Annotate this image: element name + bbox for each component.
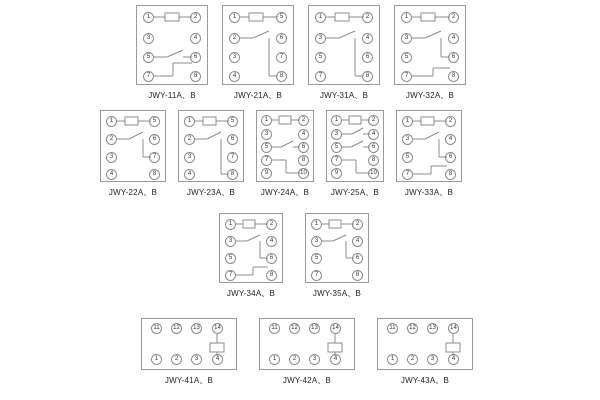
unit-caption: JWY-22A、B bbox=[108, 188, 158, 197]
wiring-lines bbox=[223, 6, 295, 86]
pin-2[interactable]: 2 bbox=[289, 354, 300, 365]
pin-3[interactable]: 3 bbox=[309, 354, 320, 365]
unit-caption: JWY-25A、B bbox=[330, 188, 380, 197]
relay-outline bbox=[394, 5, 466, 85]
pin-14[interactable]: 14 bbox=[330, 323, 341, 334]
pin-3[interactable]: 3 bbox=[402, 134, 413, 145]
pin-1[interactable]: 1 bbox=[106, 116, 117, 127]
pin-7[interactable]: 7 bbox=[401, 71, 412, 82]
pin-2[interactable]: 2 bbox=[266, 219, 277, 230]
wiring-lines bbox=[179, 111, 245, 183]
pin-8[interactable]: 8 bbox=[448, 71, 459, 82]
pin-8[interactable]: 8 bbox=[227, 169, 238, 180]
unit-caption: JWY-43A、B bbox=[400, 376, 450, 385]
diagram-unit-jwy-22 bbox=[100, 110, 166, 198]
unit-caption: JWY-21A、B bbox=[233, 91, 283, 100]
pin-1[interactable]: 1 bbox=[143, 12, 154, 23]
pin-7[interactable]: 7 bbox=[143, 71, 154, 82]
pin-8[interactable]: 8 bbox=[445, 169, 456, 180]
pin-3[interactable]: 3 bbox=[427, 354, 438, 365]
pin-2[interactable]: 2 bbox=[362, 12, 373, 23]
relay-outline bbox=[100, 110, 166, 182]
relay-outline bbox=[222, 5, 294, 85]
diagram-unit-jwy-41 bbox=[141, 318, 237, 386]
pin-9[interactable]: 9 bbox=[331, 168, 342, 179]
pin-2[interactable]: 2 bbox=[106, 134, 117, 145]
pin-1[interactable]: 1 bbox=[269, 354, 280, 365]
diagram-unit-jwy-21 bbox=[222, 5, 294, 101]
pin-2[interactable]: 2 bbox=[184, 134, 195, 145]
diagram-unit-jwy-42 bbox=[259, 318, 355, 386]
unit-caption: JWY-34A、B bbox=[226, 289, 276, 298]
pin-1[interactable]: 1 bbox=[401, 12, 412, 23]
unit-caption: JWY-42A、B bbox=[282, 376, 332, 385]
relay-outline bbox=[305, 213, 369, 283]
pin-7[interactable]: 7 bbox=[227, 152, 238, 163]
unit-caption: JWY-35A、B bbox=[312, 289, 362, 298]
pin-4[interactable]: 4 bbox=[184, 169, 195, 180]
pin-2[interactable]: 2 bbox=[171, 354, 182, 365]
pin-4[interactable]: 4 bbox=[106, 169, 117, 180]
pin-5[interactable]: 5 bbox=[227, 116, 238, 127]
wiring-lines bbox=[101, 111, 167, 183]
pin-11[interactable]: 11 bbox=[151, 323, 162, 334]
pin-12[interactable]: 12 bbox=[289, 323, 300, 334]
wiring-lines bbox=[395, 6, 467, 86]
pin-4[interactable]: 4 bbox=[330, 354, 341, 365]
pin-11[interactable]: 11 bbox=[269, 323, 280, 334]
unit-caption: JWY-32A、B bbox=[405, 91, 455, 100]
pin-2[interactable]: 2 bbox=[445, 116, 456, 127]
pin-2[interactable]: 2 bbox=[298, 115, 309, 126]
pin-3[interactable]: 3 bbox=[311, 236, 322, 247]
pin-9[interactable]: 9 bbox=[261, 168, 272, 179]
pin-4[interactable]: 4 bbox=[190, 33, 201, 44]
pin-3[interactable]: 3 bbox=[184, 152, 195, 163]
pin-4[interactable]: 4 bbox=[266, 236, 277, 247]
pin-6[interactable]: 6 bbox=[227, 134, 238, 145]
pin-13[interactable]: 13 bbox=[191, 323, 202, 334]
pin-3[interactable]: 3 bbox=[261, 129, 272, 140]
pin-2[interactable]: 2 bbox=[352, 219, 363, 230]
diagram-unit-jwy-32 bbox=[394, 5, 466, 101]
pin-6[interactable]: 6 bbox=[149, 134, 160, 145]
pin-1[interactable]: 1 bbox=[225, 219, 236, 230]
pin-3[interactable]: 3 bbox=[401, 33, 412, 44]
pin-14[interactable]: 14 bbox=[212, 323, 223, 334]
wiring-lines bbox=[260, 319, 356, 371]
unit-caption: JWY-24A、B bbox=[260, 188, 310, 197]
diagram-unit-jwy-43 bbox=[377, 318, 473, 386]
pin-5[interactable]: 5 bbox=[402, 152, 413, 163]
diagram-unit-jwy-24 bbox=[256, 110, 314, 198]
pin-1[interactable]: 1 bbox=[229, 12, 240, 23]
pin-1[interactable]: 1 bbox=[261, 115, 272, 126]
relay-outline bbox=[259, 318, 355, 370]
pin-5[interactable]: 5 bbox=[261, 142, 272, 153]
relay-outline bbox=[377, 318, 473, 370]
pin-7[interactable]: 7 bbox=[311, 270, 322, 281]
pin-4[interactable]: 4 bbox=[448, 33, 459, 44]
pin-13[interactable]: 13 bbox=[427, 323, 438, 334]
relay-outline bbox=[136, 5, 208, 85]
diagram-row-4 bbox=[141, 318, 473, 386]
pin-2[interactable]: 2 bbox=[407, 354, 418, 365]
pin-12[interactable]: 12 bbox=[407, 323, 418, 334]
wiring-lines bbox=[306, 214, 370, 284]
pin-5[interactable]: 5 bbox=[311, 253, 322, 264]
wiring-lines bbox=[142, 319, 238, 371]
pin-1[interactable]: 1 bbox=[402, 116, 413, 127]
wiring-lines bbox=[257, 111, 315, 183]
pin-4[interactable]: 4 bbox=[229, 71, 240, 82]
pin-8[interactable]: 8 bbox=[298, 155, 309, 166]
wiring-lines bbox=[137, 6, 209, 86]
pin-3[interactable]: 3 bbox=[331, 129, 342, 140]
unit-caption: JWY-31A、B bbox=[319, 91, 369, 100]
wiring-lines bbox=[309, 6, 381, 86]
pin-8[interactable]: 8 bbox=[190, 71, 201, 82]
wiring-lines bbox=[220, 214, 284, 284]
pin-8[interactable]: 8 bbox=[276, 71, 287, 82]
pin-8[interactable]: 8 bbox=[352, 270, 363, 281]
wiring-lines bbox=[397, 111, 463, 183]
pin-6[interactable]: 6 bbox=[190, 52, 201, 63]
pin-4[interactable]: 4 bbox=[352, 236, 363, 247]
unit-caption: JWY-23A、B bbox=[186, 188, 236, 197]
pin-2[interactable]: 2 bbox=[229, 33, 240, 44]
pin-1[interactable]: 1 bbox=[311, 219, 322, 230]
pin-10[interactable]: 10 bbox=[298, 168, 309, 179]
pin-6[interactable]: 6 bbox=[266, 253, 277, 264]
pin-3[interactable]: 3 bbox=[143, 33, 154, 44]
pin-3[interactable]: 3 bbox=[315, 33, 326, 44]
pin-4[interactable]: 4 bbox=[212, 354, 223, 365]
unit-caption: JWY-41A、B bbox=[164, 376, 214, 385]
pin-14[interactable]: 14 bbox=[448, 323, 459, 334]
relay-outline bbox=[308, 5, 380, 85]
pin-1[interactable]: 1 bbox=[151, 354, 162, 365]
pin-8[interactable]: 8 bbox=[362, 71, 373, 82]
pin-7[interactable]: 7 bbox=[149, 152, 160, 163]
relay-outline bbox=[178, 110, 244, 182]
pin-2[interactable]: 2 bbox=[448, 12, 459, 23]
pin-5[interactable]: 5 bbox=[331, 142, 342, 153]
relay-outline bbox=[326, 110, 384, 182]
diagram-unit-jwy-35 bbox=[305, 213, 369, 299]
pin-6[interactable]: 6 bbox=[448, 52, 459, 63]
pin-5[interactable]: 5 bbox=[401, 52, 412, 63]
pin-5[interactable]: 5 bbox=[143, 52, 154, 63]
pin-4[interactable]: 4 bbox=[362, 33, 373, 44]
wiring-lines bbox=[327, 111, 385, 183]
pin-5[interactable]: 5 bbox=[149, 116, 160, 127]
relay-outline bbox=[256, 110, 314, 182]
pin-3[interactable]: 3 bbox=[191, 354, 202, 365]
pin-5[interactable]: 5 bbox=[315, 52, 326, 63]
pin-5[interactable]: 5 bbox=[225, 253, 236, 264]
diagram-unit-jwy-34 bbox=[219, 213, 283, 299]
pin-7[interactable]: 7 bbox=[402, 169, 413, 180]
diagram-unit-jwy-33 bbox=[396, 110, 462, 198]
pin-3[interactable]: 3 bbox=[229, 52, 240, 63]
pin-4[interactable]: 4 bbox=[368, 129, 379, 140]
pin-4[interactable]: 4 bbox=[445, 134, 456, 145]
pin-7[interactable]: 7 bbox=[225, 270, 236, 281]
pin-4[interactable]: 4 bbox=[298, 129, 309, 140]
pin-13[interactable]: 13 bbox=[309, 323, 320, 334]
pin-8[interactable]: 8 bbox=[149, 169, 160, 180]
pin-1[interactable]: 1 bbox=[184, 116, 195, 127]
pin-2[interactable]: 2 bbox=[190, 12, 201, 23]
pin-6[interactable]: 6 bbox=[368, 142, 379, 153]
relay-outline bbox=[141, 318, 237, 370]
relay-outline bbox=[396, 110, 462, 182]
diagram-unit-jwy-31 bbox=[308, 5, 380, 101]
pin-6[interactable]: 6 bbox=[362, 52, 373, 63]
diagram-unit-jwy-23 bbox=[178, 110, 244, 198]
relay-outline bbox=[219, 213, 283, 283]
pin-3[interactable]: 3 bbox=[106, 152, 117, 163]
unit-caption: JWY-11A、B bbox=[148, 91, 196, 100]
pin-11[interactable]: 11 bbox=[387, 323, 398, 334]
pin-8[interactable]: 8 bbox=[368, 155, 379, 166]
pin-8[interactable]: 8 bbox=[266, 270, 277, 281]
pin-4[interactable]: 4 bbox=[448, 354, 459, 365]
pin-6[interactable]: 6 bbox=[276, 33, 287, 44]
pin-7[interactable]: 7 bbox=[261, 155, 272, 166]
pin-1[interactable]: 1 bbox=[387, 354, 398, 365]
diagram-unit-jwy-11 bbox=[136, 5, 208, 101]
pin-2[interactable]: 2 bbox=[368, 115, 379, 126]
diagram-row-3 bbox=[219, 213, 369, 299]
unit-caption: JWY-33A、B bbox=[404, 188, 454, 197]
pin-7[interactable]: 7 bbox=[315, 71, 326, 82]
wiring-lines bbox=[378, 319, 474, 371]
pin-1[interactable]: 1 bbox=[315, 12, 326, 23]
pin-6[interactable]: 6 bbox=[352, 253, 363, 264]
pin-12[interactable]: 12 bbox=[171, 323, 182, 334]
pin-7[interactable]: 7 bbox=[276, 52, 287, 63]
pin-6[interactable]: 6 bbox=[445, 152, 456, 163]
pin-1[interactable]: 1 bbox=[331, 115, 342, 126]
diagram-row-2 bbox=[100, 110, 462, 198]
pin-3[interactable]: 3 bbox=[225, 236, 236, 247]
pin-5[interactable]: 5 bbox=[276, 12, 287, 23]
pin-10[interactable]: 10 bbox=[368, 168, 379, 179]
pin-6[interactable]: 6 bbox=[298, 142, 309, 153]
diagram-row-1 bbox=[136, 5, 466, 101]
diagram-unit-jwy-25 bbox=[326, 110, 384, 198]
pin-7[interactable]: 7 bbox=[331, 155, 342, 166]
